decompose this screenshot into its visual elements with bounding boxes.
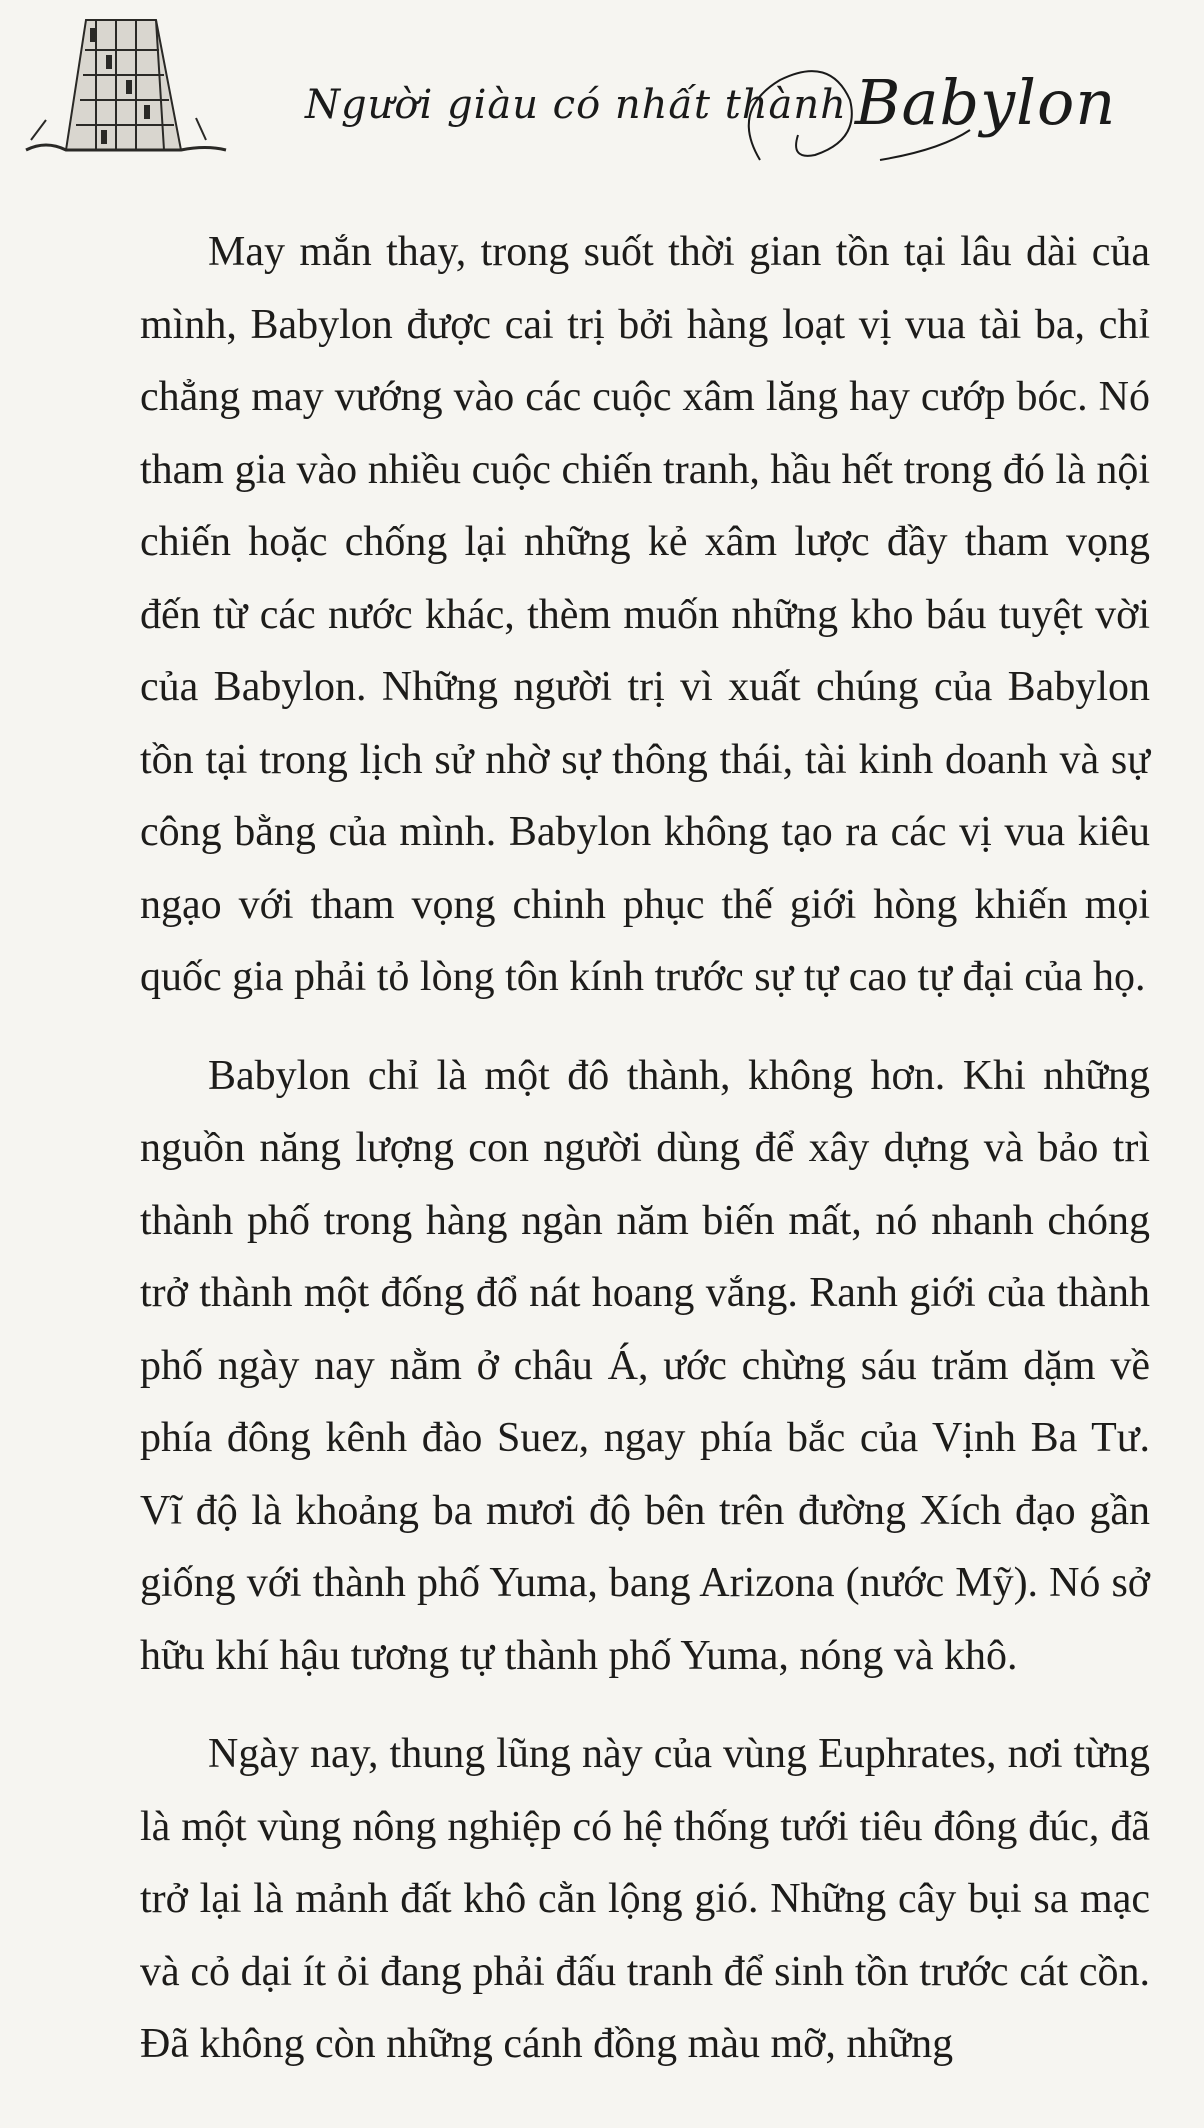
- tower-of-babel-icon: [6, 0, 236, 160]
- running-title-city: Babylon: [854, 66, 1117, 139]
- page-header: [0, 0, 1204, 190]
- body-text: [140, 216, 1150, 2081]
- running-title-prefix: Người giàu có nhất thành: [305, 82, 847, 128]
- paragraph-2: Babylon chỉ là một đô thành, không hơn. Khi những nguồn năng lượng con người dùng để xây dựng và bảo trì thành phố trong hàng ngàn năm biến mất, nó nhanh chóng trở thành một đống đổ nát hoang vắng. Ranh giới của thành phố ngày nay nằm ở châu Á, ước chừng sáu trăm dặm về phía đông kênh đào Suez, ngay phía bắc của Vịnh Ba Tư. Vĩ độ là khoảng ba mươi độ bên trên đường Xích đạo gần giống với thành phố Yuma, bang Arizona (nước Mỹ). Nó sở hữu khí hậu tương tự thành phố Yuma, nóng và khô.: [140, 1052, 1150, 1679]
- title-flourish-icon: [720, 40, 980, 190]
- paragraph-1: May mắn thay, trong suốt thời gian tồn tại lâu dài của mình, Babylon được cai trị bởi hàng loạt vị vua tài ba, chỉ chẳng may vướng vào các cuộc xâm lăng hay cướp bóc. Nó tham gia vào nhiều cuộc chiến tranh, hầu hết trong đó là nội chiến hoặc chống lại những kẻ xâm lược đầy tham vọng đến từ các nước khác, thèm muốn những kho báu tuyệt vời của Babylon. Những người trị vì xuất chúng của Babylon tồn tại trong lịch sử nhờ sự thông thái, tài kinh doanh và sự công bằng của mình. Babylon không tạo ra các vị vua kiêu ngạo với tham vọng chinh phục thế giới hòng khiến mọi quốc gia phải tỏ lòng tôn kính trước sự tự cao tự đại của họ.: [140, 229, 1150, 1000]
- running-title: [305, 60, 1117, 139]
- paragraph-3: Ngày nay, thung lũng này của vùng Euphrates, nơi từng là một vùng nông nghiệp có hệ thống tưới tiêu đông đúc, đã trở lại là mảnh đất khô cằn lộng gió. Những cây bụi sa mạc và cỏ dại ít ỏi đang phải đấu tranh để sinh tồn trước cát cồn. Đã không còn những cánh đồng màu mỡ, những: [140, 1731, 1150, 2067]
